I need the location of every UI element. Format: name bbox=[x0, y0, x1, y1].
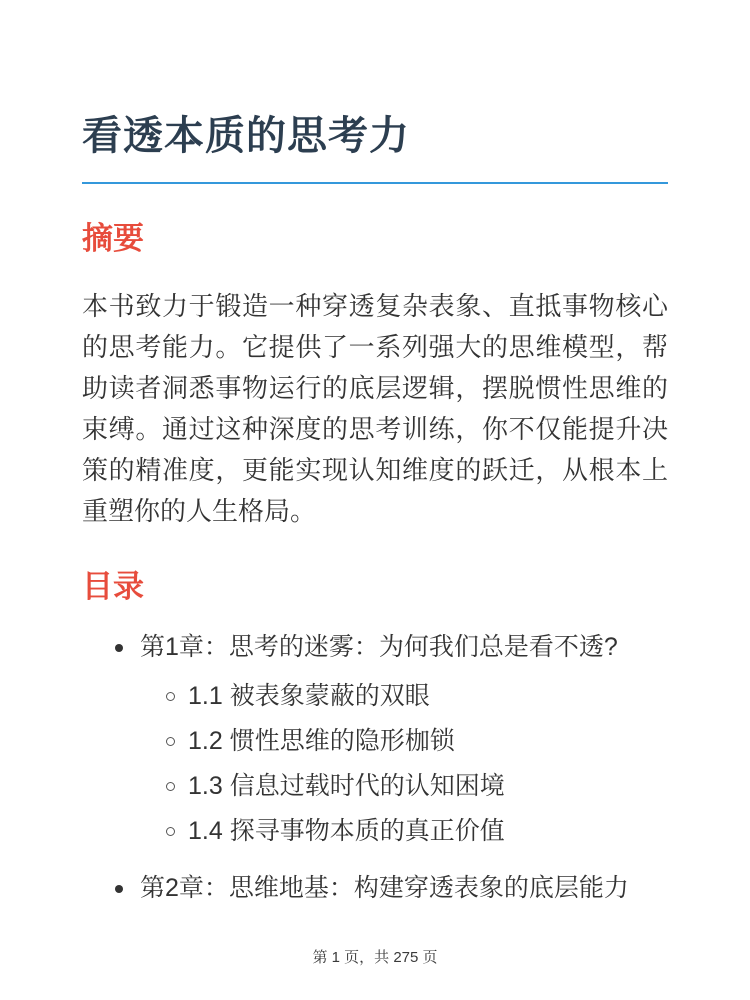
toc-section-1-3-label: 1.3 信息过载时代的认知困境 bbox=[188, 772, 505, 800]
toc-section-1-4 bbox=[82, 814, 668, 849]
page-number-indicator: 第 1 页，共 275 页 bbox=[312, 949, 438, 966]
bullet-disc-icon bbox=[115, 885, 123, 893]
toc-section-1-2-label: 1.2 惯性思维的隐形枷锁 bbox=[188, 727, 455, 755]
title-divider bbox=[82, 182, 668, 184]
bullet-circle-icon bbox=[166, 782, 175, 791]
bullet-circle-icon bbox=[166, 692, 175, 701]
toc-chapter-1-label: 第1章：思考的迷雾：为何我们总是看不透? bbox=[140, 633, 618, 661]
abstract-paragraph: 本书致力于锻造一种穿透复杂表象、直抵事物核心的思考能力。它提供了一系列强大的思维模型，帮助读者洞悉事物运行的底层逻辑，摆脱惯性思维的束缚。通过这种深度的思考训练，你不仅能提升决策的精准度，更能实现认知维度的跃迁，从根本上重塑你的人生格局。 bbox=[82, 291, 668, 526]
toc-chapter-2 bbox=[82, 871, 668, 906]
toc-section-1-1 bbox=[82, 679, 668, 714]
abstract-heading: 摘要 bbox=[82, 221, 144, 256]
toc-section-1-4-label: 1.4 探寻事物本质的真正价值 bbox=[188, 817, 505, 845]
toc-section-1-2 bbox=[82, 724, 668, 759]
bullet-circle-icon bbox=[166, 827, 175, 836]
bullet-circle-icon bbox=[166, 737, 175, 746]
toc-section-1-3 bbox=[82, 769, 668, 804]
toc-chapter-1-sections bbox=[82, 679, 668, 849]
toc-section-1-1-label: 1.1 被表象蒙蔽的双眼 bbox=[188, 682, 430, 710]
page-title: 看透本质的思考力 bbox=[82, 114, 410, 158]
toc-chapter-2-label: 第2章：思维地基：构建穿透表象的底层能力 bbox=[140, 874, 629, 902]
toc-list bbox=[82, 630, 668, 906]
toc-chapter-1 bbox=[82, 630, 668, 665]
toc-heading: 目录 bbox=[82, 569, 144, 604]
bullet-disc-icon bbox=[115, 644, 123, 652]
